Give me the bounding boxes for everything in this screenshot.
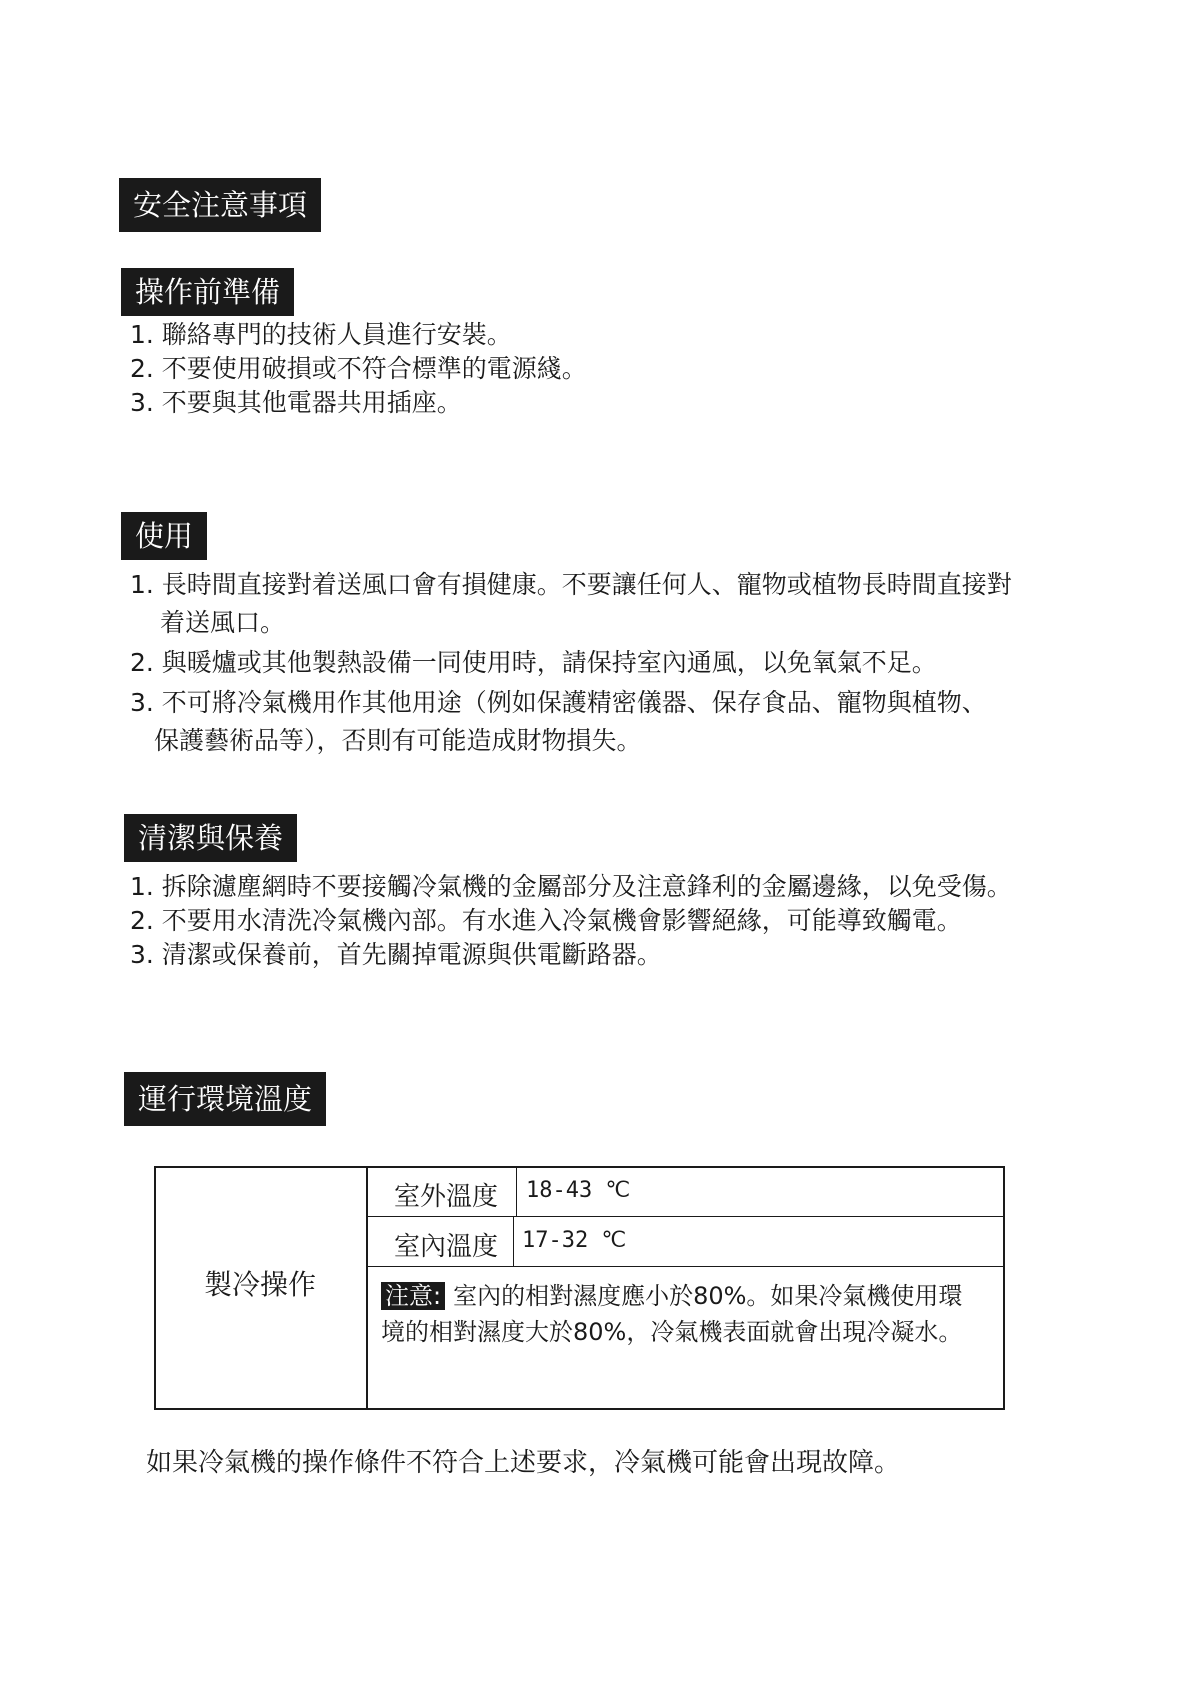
note-tag: 注意: xyxy=(381,1282,445,1310)
list-item: 2. 與暖爐或其他製熱設備一同使用時，請保持室內通風，以免氧氣不足。 xyxy=(130,648,937,677)
list-item: 3. 清潔或保養前，首先關掉電源與供電斷路器。 xyxy=(130,940,662,969)
section-heading-cleaning: 清潔與保養 xyxy=(124,814,297,862)
humidity-note xyxy=(381,1278,971,1350)
section-heading-environment: 運行環境溫度 xyxy=(124,1072,326,1126)
cleaning-list xyxy=(130,870,1012,972)
note-text: 室內的相對濕度應小於80%。如果冷氣機使用環境的相對濕度大於80%，冷氣機表面就會出現冷凝水。 xyxy=(381,1282,963,1346)
section-heading-before-operation: 操作前準備 xyxy=(121,268,294,316)
list-item: 2. 不要使用破損或不符合標準的電源綫。 xyxy=(130,354,587,383)
outdoor-temp-value: 18-43 ℃ xyxy=(526,1178,631,1203)
outdoor-temp-label: 室外溫度 xyxy=(394,1182,499,1212)
operation-mode-label: 製冷操作 xyxy=(204,1268,317,1301)
table-divider xyxy=(366,1168,368,1408)
table-divider xyxy=(366,1266,1003,1267)
indoor-temp-label: 室內溫度 xyxy=(394,1232,499,1262)
list-item: 1. 拆除濾塵網時不要接觸冷氣機的金屬部分及注意鋒利的金屬邊緣，以免受傷。 xyxy=(130,872,1012,901)
list-item-continuation: 着送風口。 xyxy=(160,608,286,637)
table-divider xyxy=(366,1216,1003,1217)
usage-list xyxy=(130,566,1012,762)
table-divider xyxy=(516,1168,517,1216)
page-title: 安全注意事項 xyxy=(119,178,321,232)
list-item: 1. 聯絡專門的技術人員進行安裝。 xyxy=(130,320,512,349)
list-item-line: 1. 長時間直接對着送風口會有損健康。不要讓任何人、寵物或植物長時間直接對 xyxy=(130,570,1012,599)
list-item: 2. 不要用水清洗冷氣機內部。有水進入冷氣機會影響絕緣，可能導致觸電。 xyxy=(130,906,962,935)
list-item: 3. 不要與其他電器共用插座。 xyxy=(130,388,462,417)
indoor-temp-value: 17-32 ℃ xyxy=(522,1228,627,1253)
section-heading-usage: 使用 xyxy=(121,512,207,560)
list-item xyxy=(130,684,1012,760)
list-item xyxy=(130,566,1012,642)
table-divider xyxy=(513,1216,514,1266)
list-item-line: 3. 不可將冷氣機用作其他用途（例如保護精密儀器、保存食品、寵物與植物、 xyxy=(130,688,987,717)
operating-temperature-table xyxy=(154,1166,1005,1410)
operating-conditions-footer: 如果冷氣機的操作條件不符合上述要求，冷氣機可能會出現故障。 xyxy=(146,1448,901,1478)
before-operation-list xyxy=(130,318,587,420)
list-item-continuation: 保護藝術品等），否則有可能造成財物損失。 xyxy=(154,726,642,755)
